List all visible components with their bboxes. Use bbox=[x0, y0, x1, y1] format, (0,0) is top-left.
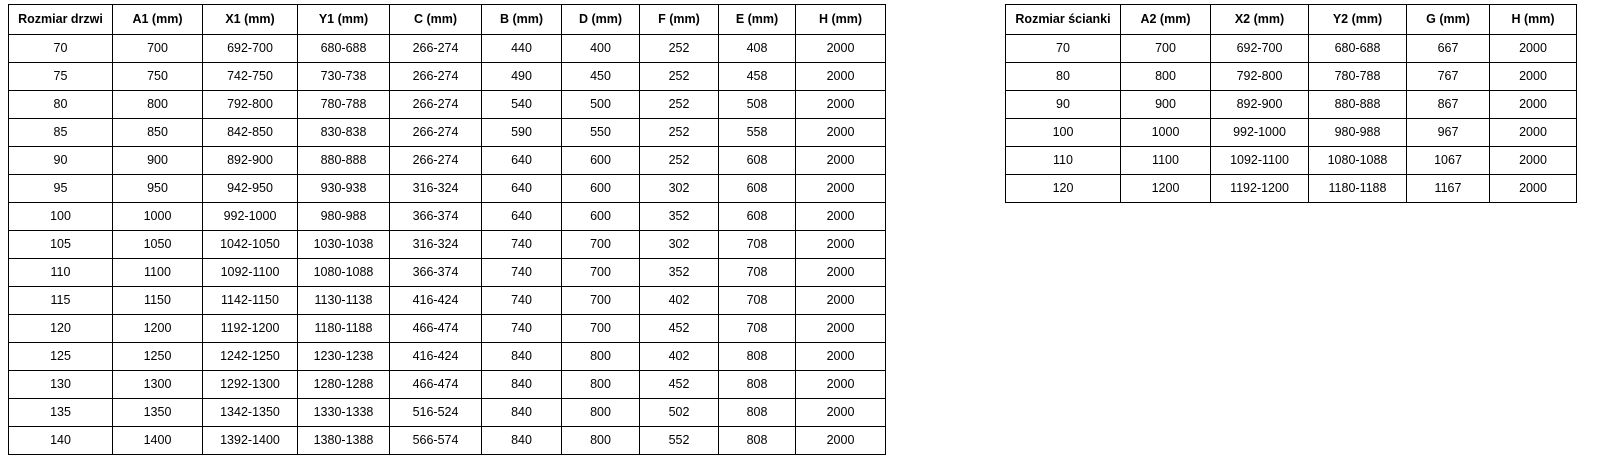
table-cell: 850 bbox=[113, 119, 203, 147]
table-cell: 252 bbox=[640, 91, 719, 119]
door-size-table-container bbox=[8, 4, 886, 455]
table-row bbox=[9, 399, 886, 427]
table-cell: 1067 bbox=[1407, 147, 1490, 175]
table-cell: 115 bbox=[9, 287, 113, 315]
table-cell: 90 bbox=[1006, 91, 1121, 119]
table-cell: 900 bbox=[113, 147, 203, 175]
table-cell: 1050 bbox=[113, 231, 203, 259]
table-cell: 1150 bbox=[113, 287, 203, 315]
table-cell: 590 bbox=[482, 119, 562, 147]
table-row bbox=[9, 287, 886, 315]
table-cell: 70 bbox=[9, 35, 113, 63]
table-cell: 600 bbox=[562, 203, 640, 231]
table-row bbox=[9, 147, 886, 175]
table-cell: 252 bbox=[640, 63, 719, 91]
table-cell: 740 bbox=[482, 231, 562, 259]
table-cell: 2000 bbox=[796, 371, 886, 399]
wall-size-table-container bbox=[1005, 4, 1577, 203]
table-cell: 266-274 bbox=[390, 35, 482, 63]
table-cell: 566-574 bbox=[390, 427, 482, 455]
table-row bbox=[9, 315, 886, 343]
table-cell: 140 bbox=[9, 427, 113, 455]
table-cell: 2000 bbox=[796, 287, 886, 315]
table-cell: 2000 bbox=[796, 175, 886, 203]
table-cell: 1080-1088 bbox=[298, 259, 390, 287]
table-cell: 1000 bbox=[1121, 119, 1211, 147]
table-cell: 408 bbox=[719, 35, 796, 63]
table-cell: 1280-1288 bbox=[298, 371, 390, 399]
table-cell: 1167 bbox=[1407, 175, 1490, 203]
table-cell: 366-374 bbox=[390, 203, 482, 231]
table-cell: 830-838 bbox=[298, 119, 390, 147]
table-cell: 1380-1388 bbox=[298, 427, 390, 455]
table-cell: 1000 bbox=[113, 203, 203, 231]
table-cell: 2000 bbox=[796, 203, 886, 231]
table-row bbox=[9, 259, 886, 287]
table-cell: 516-524 bbox=[390, 399, 482, 427]
table-cell: 992-1000 bbox=[1211, 119, 1309, 147]
table-cell: 608 bbox=[719, 175, 796, 203]
table-row bbox=[1006, 147, 1577, 175]
door-table-column-header: A1 (mm) bbox=[113, 5, 203, 35]
table-cell: 252 bbox=[640, 119, 719, 147]
table-cell: 708 bbox=[719, 287, 796, 315]
table-row bbox=[9, 35, 886, 63]
table-cell: 452 bbox=[640, 371, 719, 399]
table-cell: 402 bbox=[640, 343, 719, 371]
table-cell: 120 bbox=[9, 315, 113, 343]
table-cell: 800 bbox=[1121, 63, 1211, 91]
table-cell: 700 bbox=[562, 259, 640, 287]
door-table-header bbox=[9, 5, 886, 35]
door-table-column-header: B (mm) bbox=[482, 5, 562, 35]
table-cell: 540 bbox=[482, 91, 562, 119]
table-cell: 466-474 bbox=[390, 371, 482, 399]
table-cell: 800 bbox=[562, 427, 640, 455]
table-row bbox=[9, 175, 886, 203]
table-cell: 316-324 bbox=[390, 231, 482, 259]
wall-table-body bbox=[1006, 35, 1577, 203]
table-cell: 708 bbox=[719, 231, 796, 259]
table-cell: 252 bbox=[640, 147, 719, 175]
table-cell: 880-888 bbox=[1309, 91, 1407, 119]
table-row bbox=[9, 203, 886, 231]
table-cell: 1100 bbox=[113, 259, 203, 287]
table-cell: 808 bbox=[719, 427, 796, 455]
table-cell: 700 bbox=[113, 35, 203, 63]
table-cell: 600 bbox=[562, 147, 640, 175]
table-cell: 1292-1300 bbox=[203, 371, 298, 399]
table-cell: 692-700 bbox=[203, 35, 298, 63]
table-cell: 680-688 bbox=[1309, 35, 1407, 63]
table-cell: 608 bbox=[719, 203, 796, 231]
table-cell: 2000 bbox=[796, 147, 886, 175]
table-cell: 867 bbox=[1407, 91, 1490, 119]
table-cell: 700 bbox=[562, 315, 640, 343]
table-cell: 490 bbox=[482, 63, 562, 91]
table-cell: 2000 bbox=[796, 343, 886, 371]
wall-table-column-header: G (mm) bbox=[1407, 5, 1490, 35]
table-cell: 730-738 bbox=[298, 63, 390, 91]
table-cell: 2000 bbox=[1490, 147, 1577, 175]
table-cell: 125 bbox=[9, 343, 113, 371]
table-cell: 840 bbox=[482, 399, 562, 427]
table-cell: 740 bbox=[482, 315, 562, 343]
table-cell: 352 bbox=[640, 203, 719, 231]
table-row bbox=[1006, 91, 1577, 119]
table-cell: 1142-1150 bbox=[203, 287, 298, 315]
door-table-column-header: Rozmiar drzwi bbox=[9, 5, 113, 35]
table-cell: 2000 bbox=[796, 63, 886, 91]
table-cell: 800 bbox=[113, 91, 203, 119]
table-cell: 1130-1138 bbox=[298, 287, 390, 315]
table-cell: 700 bbox=[1121, 35, 1211, 63]
table-cell: 740 bbox=[482, 259, 562, 287]
wall-table-header bbox=[1006, 5, 1577, 35]
table-cell: 2000 bbox=[1490, 35, 1577, 63]
table-cell: 70 bbox=[1006, 35, 1121, 63]
table-cell: 400 bbox=[562, 35, 640, 63]
table-cell: 640 bbox=[482, 147, 562, 175]
table-cell: 792-800 bbox=[1211, 63, 1309, 91]
table-cell: 458 bbox=[719, 63, 796, 91]
table-cell: 708 bbox=[719, 259, 796, 287]
table-cell: 808 bbox=[719, 399, 796, 427]
table-cell: 266-274 bbox=[390, 119, 482, 147]
table-cell: 558 bbox=[719, 119, 796, 147]
table-cell: 1100 bbox=[1121, 147, 1211, 175]
door-table-column-header: E (mm) bbox=[719, 5, 796, 35]
table-cell: 2000 bbox=[796, 259, 886, 287]
table-cell: 366-374 bbox=[390, 259, 482, 287]
table-cell: 750 bbox=[113, 63, 203, 91]
table-cell: 2000 bbox=[796, 231, 886, 259]
table-cell: 550 bbox=[562, 119, 640, 147]
table-cell: 980-988 bbox=[298, 203, 390, 231]
table-cell: 85 bbox=[9, 119, 113, 147]
table-row bbox=[9, 91, 886, 119]
table-cell: 110 bbox=[1006, 147, 1121, 175]
table-cell: 130 bbox=[9, 371, 113, 399]
table-cell: 552 bbox=[640, 427, 719, 455]
wall-table-column-header: Rozmiar ścianki bbox=[1006, 5, 1121, 35]
table-cell: 502 bbox=[640, 399, 719, 427]
table-cell: 302 bbox=[640, 231, 719, 259]
wall-table-column-header: X2 (mm) bbox=[1211, 5, 1309, 35]
table-cell: 900 bbox=[1121, 91, 1211, 119]
table-cell: 880-888 bbox=[298, 147, 390, 175]
table-cell: 500 bbox=[562, 91, 640, 119]
table-header-row bbox=[9, 5, 886, 35]
table-row bbox=[1006, 175, 1577, 203]
table-cell: 120 bbox=[1006, 175, 1121, 203]
table-cell: 1192-1200 bbox=[203, 315, 298, 343]
table-row bbox=[9, 119, 886, 147]
table-row bbox=[9, 427, 886, 455]
table-cell: 416-424 bbox=[390, 287, 482, 315]
table-cell: 2000 bbox=[1490, 119, 1577, 147]
door-table-column-header: H (mm) bbox=[796, 5, 886, 35]
table-cell: 1092-1100 bbox=[1211, 147, 1309, 175]
door-table-column-header: D (mm) bbox=[562, 5, 640, 35]
table-cell: 1242-1250 bbox=[203, 343, 298, 371]
table-cell: 840 bbox=[482, 343, 562, 371]
table-cell: 440 bbox=[482, 35, 562, 63]
table-cell: 316-324 bbox=[390, 175, 482, 203]
table-cell: 742-750 bbox=[203, 63, 298, 91]
door-table-column-header: F (mm) bbox=[640, 5, 719, 35]
table-cell: 1180-1188 bbox=[298, 315, 390, 343]
wall-size-table bbox=[1005, 4, 1577, 203]
table-cell: 892-900 bbox=[1211, 91, 1309, 119]
table-cell: 980-988 bbox=[1309, 119, 1407, 147]
table-cell: 667 bbox=[1407, 35, 1490, 63]
table-cell: 100 bbox=[9, 203, 113, 231]
table-cell: 792-800 bbox=[203, 91, 298, 119]
table-cell: 80 bbox=[9, 91, 113, 119]
wall-table-column-header: H (mm) bbox=[1490, 5, 1577, 35]
table-cell: 700 bbox=[562, 287, 640, 315]
table-cell: 800 bbox=[562, 343, 640, 371]
table-cell: 95 bbox=[9, 175, 113, 203]
table-cell: 808 bbox=[719, 343, 796, 371]
table-cell: 2000 bbox=[1490, 63, 1577, 91]
table-cell: 1230-1238 bbox=[298, 343, 390, 371]
table-cell: 1400 bbox=[113, 427, 203, 455]
table-cell: 2000 bbox=[1490, 175, 1577, 203]
table-cell: 1342-1350 bbox=[203, 399, 298, 427]
table-cell: 1350 bbox=[113, 399, 203, 427]
table-row bbox=[1006, 35, 1577, 63]
table-cell: 942-950 bbox=[203, 175, 298, 203]
table-cell: 416-424 bbox=[390, 343, 482, 371]
table-cell: 1200 bbox=[1121, 175, 1211, 203]
table-cell: 840 bbox=[482, 427, 562, 455]
table-cell: 252 bbox=[640, 35, 719, 63]
table-cell: 930-938 bbox=[298, 175, 390, 203]
table-cell: 110 bbox=[9, 259, 113, 287]
table-row bbox=[9, 371, 886, 399]
table-row bbox=[1006, 63, 1577, 91]
table-cell: 640 bbox=[482, 175, 562, 203]
table-cell: 2000 bbox=[796, 91, 886, 119]
table-cell: 992-1000 bbox=[203, 203, 298, 231]
table-cell: 1080-1088 bbox=[1309, 147, 1407, 175]
table-cell: 1300 bbox=[113, 371, 203, 399]
table-cell: 608 bbox=[719, 147, 796, 175]
table-cell: 740 bbox=[482, 287, 562, 315]
table-cell: 266-274 bbox=[390, 91, 482, 119]
table-cell: 266-274 bbox=[390, 147, 482, 175]
table-cell: 2000 bbox=[796, 399, 886, 427]
table-cell: 780-788 bbox=[1309, 63, 1407, 91]
wall-table-column-header: Y2 (mm) bbox=[1309, 5, 1407, 35]
table-cell: 1330-1338 bbox=[298, 399, 390, 427]
table-cell: 2000 bbox=[796, 427, 886, 455]
table-cell: 402 bbox=[640, 287, 719, 315]
table-cell: 1042-1050 bbox=[203, 231, 298, 259]
table-cell: 708 bbox=[719, 315, 796, 343]
table-cell: 2000 bbox=[796, 119, 886, 147]
table-cell: 800 bbox=[562, 399, 640, 427]
door-table-column-header: X1 (mm) bbox=[203, 5, 298, 35]
door-size-table bbox=[8, 4, 886, 455]
table-cell: 780-788 bbox=[298, 91, 390, 119]
table-cell: 466-474 bbox=[390, 315, 482, 343]
table-cell: 680-688 bbox=[298, 35, 390, 63]
table-cell: 100 bbox=[1006, 119, 1121, 147]
table-cell: 90 bbox=[9, 147, 113, 175]
table-cell: 1200 bbox=[113, 315, 203, 343]
wall-table-column-header: A2 (mm) bbox=[1121, 5, 1211, 35]
table-cell: 1192-1200 bbox=[1211, 175, 1309, 203]
table-cell: 452 bbox=[640, 315, 719, 343]
table-cell: 967 bbox=[1407, 119, 1490, 147]
table-row bbox=[9, 63, 886, 91]
table-cell: 302 bbox=[640, 175, 719, 203]
table-cell: 450 bbox=[562, 63, 640, 91]
table-cell: 808 bbox=[719, 371, 796, 399]
table-cell: 1092-1100 bbox=[203, 259, 298, 287]
table-cell: 700 bbox=[562, 231, 640, 259]
table-cell: 80 bbox=[1006, 63, 1121, 91]
table-cell: 892-900 bbox=[203, 147, 298, 175]
table-cell: 950 bbox=[113, 175, 203, 203]
table-cell: 2000 bbox=[1490, 91, 1577, 119]
table-cell: 842-850 bbox=[203, 119, 298, 147]
table-cell: 352 bbox=[640, 259, 719, 287]
table-row bbox=[9, 343, 886, 371]
table-header-row bbox=[1006, 5, 1577, 35]
table-row bbox=[9, 231, 886, 259]
table-cell: 135 bbox=[9, 399, 113, 427]
table-cell: 640 bbox=[482, 203, 562, 231]
table-cell: 1250 bbox=[113, 343, 203, 371]
table-cell: 767 bbox=[1407, 63, 1490, 91]
table-cell: 692-700 bbox=[1211, 35, 1309, 63]
door-table-column-header: C (mm) bbox=[390, 5, 482, 35]
table-cell: 1030-1038 bbox=[298, 231, 390, 259]
door-table-column-header: Y1 (mm) bbox=[298, 5, 390, 35]
table-cell: 1392-1400 bbox=[203, 427, 298, 455]
door-table-body bbox=[9, 35, 886, 455]
table-cell: 840 bbox=[482, 371, 562, 399]
table-cell: 75 bbox=[9, 63, 113, 91]
table-cell: 1180-1188 bbox=[1309, 175, 1407, 203]
table-cell: 508 bbox=[719, 91, 796, 119]
table-cell: 2000 bbox=[796, 35, 886, 63]
table-cell: 266-274 bbox=[390, 63, 482, 91]
table-cell: 600 bbox=[562, 175, 640, 203]
table-cell: 2000 bbox=[796, 315, 886, 343]
table-row bbox=[1006, 119, 1577, 147]
table-cell: 800 bbox=[562, 371, 640, 399]
table-cell: 105 bbox=[9, 231, 113, 259]
